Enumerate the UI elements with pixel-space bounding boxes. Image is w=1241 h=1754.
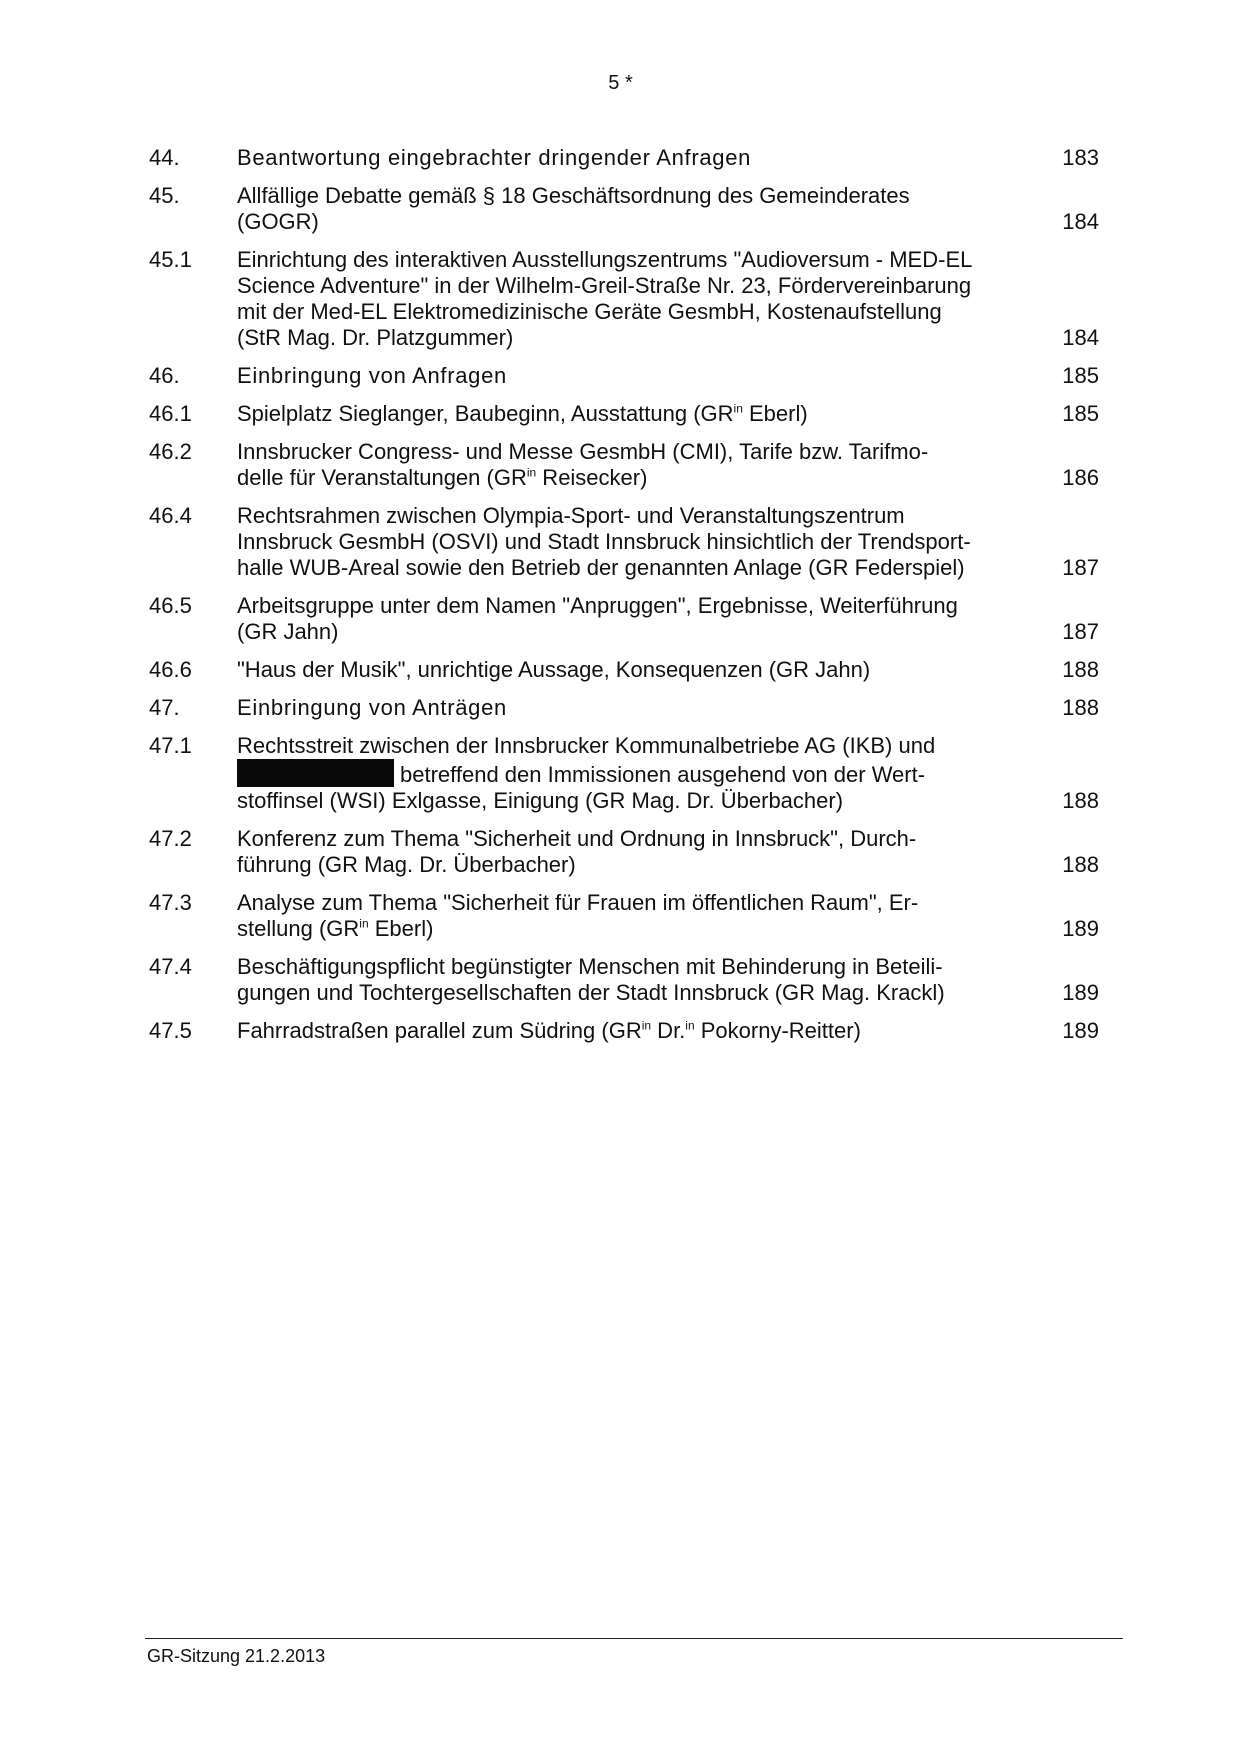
toc-entry bbox=[149, 247, 1099, 351]
toc-title-part: Rechtsstreit zwischen der Innsbrucker Kommunalbetriebe AG (IKB) und bbox=[237, 733, 936, 758]
toc-entry-title: Konferenz zum Thema "Sicherheit und Ordnung in Innsbruck", Durch- führung (GR Mag. Dr. Überbacher) bbox=[237, 826, 917, 877]
toc-entry-title bbox=[237, 733, 1007, 814]
toc-entry-number: 47.1 bbox=[149, 733, 192, 758]
toc-entry-number: 44. bbox=[149, 145, 180, 170]
toc-title-part: Pokorny-Reitter) bbox=[694, 1018, 861, 1043]
toc-title-part: Dr. bbox=[651, 1018, 686, 1043]
toc-entry bbox=[149, 503, 1099, 581]
toc-entry-number: 46.5 bbox=[149, 593, 192, 618]
toc-title-part: Reisecker) bbox=[536, 465, 648, 490]
toc-entry-page: 185 bbox=[1062, 363, 1099, 388]
toc-entry-number: 46.4 bbox=[149, 503, 192, 528]
toc-entry-number: 46. bbox=[149, 363, 180, 388]
toc-entry-title: "Haus der Musik", unrichtige Aussage, Konsequenzen (GR Jahn) bbox=[237, 657, 871, 682]
toc-title-part: Innsbrucker Congress- und Messe GesmbH (CMI), Tarife bzw. Tarifmo- delle für Veranstaltungen (GR bbox=[237, 439, 929, 490]
toc-entry bbox=[149, 183, 1099, 235]
redaction-block bbox=[237, 759, 394, 787]
toc-entry-title bbox=[237, 890, 1007, 942]
toc-entry-page: 189 bbox=[1062, 1018, 1099, 1043]
toc-entry bbox=[149, 145, 1099, 171]
toc-entry bbox=[149, 439, 1099, 491]
toc-entry bbox=[149, 954, 1099, 1006]
toc-entry-page: 189 bbox=[1062, 980, 1099, 1005]
toc-title-part: Eberl) bbox=[368, 916, 434, 941]
toc-entry bbox=[149, 695, 1099, 721]
toc-entry-page: 184 bbox=[1062, 325, 1099, 350]
superscript: in bbox=[526, 465, 537, 480]
toc-entry bbox=[149, 733, 1099, 814]
toc-entry-page: 183 bbox=[1062, 145, 1099, 170]
toc-entry-page: 184 bbox=[1062, 209, 1099, 234]
toc-entry-title bbox=[237, 1018, 1007, 1044]
toc-entry bbox=[149, 826, 1099, 878]
toc-entry-number: 47.2 bbox=[149, 826, 192, 851]
toc-entry bbox=[149, 593, 1099, 645]
superscript: in bbox=[641, 1018, 652, 1033]
toc-entry-number: 47.5 bbox=[149, 1018, 192, 1043]
toc-entry-title: Arbeitsgruppe unter dem Namen "Anpruggen", Ergebnisse, Weiterführung (GR Jahn) bbox=[237, 593, 958, 644]
toc-entry-number: 47.4 bbox=[149, 954, 192, 979]
table-of-contents bbox=[149, 145, 1099, 1056]
toc-entry-number: 47. bbox=[149, 695, 180, 720]
toc-entry-title: Beschäftigungspflicht begünstigter Menschen mit Behinderung in Beteili- gungen und Tochtergesellschaften der Stadt Innsbruck (GR Mag. Krackl) bbox=[237, 954, 945, 1005]
toc-entry-number: 45.1 bbox=[149, 247, 192, 272]
toc-entry bbox=[149, 401, 1099, 427]
toc-entry-number: 46.2 bbox=[149, 439, 192, 464]
toc-title-part: Eberl) bbox=[742, 401, 808, 426]
toc-entry-title: Beantwortung eingebrachter dringender Anfragen bbox=[237, 145, 752, 170]
toc-entry-page: 188 bbox=[1062, 695, 1099, 720]
toc-entry-number: 45. bbox=[149, 183, 180, 208]
toc-title-part: Fahrradstraßen parallel zum Südring (GR bbox=[237, 1018, 642, 1043]
superscript: in bbox=[685, 1018, 695, 1033]
toc-entry-page: 188 bbox=[1062, 788, 1099, 813]
toc-entry-page: 189 bbox=[1062, 916, 1099, 941]
toc-entry-page: 188 bbox=[1062, 657, 1099, 682]
toc-entry-page: 187 bbox=[1062, 619, 1099, 644]
footer-divider bbox=[145, 1638, 1123, 1639]
toc-entry-number: 47.3 bbox=[149, 890, 192, 915]
toc-entry bbox=[149, 890, 1099, 942]
toc-entry-title bbox=[237, 401, 1007, 427]
toc-entry-page: 188 bbox=[1062, 852, 1099, 877]
toc-entry-title: Einrichtung des interaktiven Ausstellungszentrums "Audioversum - MED-EL Science Adventure" in der Wilhelm-Greil-Straße Nr. 23, Fördervereinbarung mit der Med-EL Elektromedizinische Geräte GesmbH, Kostenaufstellung (StR Mag. Dr. Platzgummer) bbox=[237, 247, 973, 350]
toc-entry-title bbox=[237, 439, 1007, 491]
toc-entry bbox=[149, 657, 1099, 683]
toc-entry-number: 46.6 bbox=[149, 657, 192, 682]
toc-entry bbox=[149, 363, 1099, 389]
toc-entry-page: 186 bbox=[1062, 465, 1099, 490]
toc-title-part: Analyse zum Thema "Sicherheit für Frauen im öffentlichen Raum", Er- stellung (GR bbox=[237, 890, 919, 941]
superscript: in bbox=[733, 401, 743, 416]
toc-entry-title: Allfällige Debatte gemäß § 18 Geschäftsordnung des Gemeinderates (GOGR) bbox=[237, 183, 910, 234]
toc-title-part: betreffend den Immissionen ausgehend von der Wert- stoffinsel (WSI) Exlgasse, Einigung (GR Mag. Dr. Überbacher) bbox=[237, 762, 926, 813]
toc-entry-title: Rechtsrahmen zwischen Olympia-Sport- und Veranstaltungszentrum Innsbruck GesmbH (OSVI) und Stadt Innsbruck hinsichtlich der Trendsport- halle WUB-Areal sowie den Betrieb der genannten Anlage (GR Federspiel) bbox=[237, 503, 971, 580]
toc-entry-title: Einbringung von Anträgen bbox=[237, 695, 507, 720]
toc-entry-number: 46.1 bbox=[149, 401, 192, 426]
toc-entry-title: Einbringung von Anfragen bbox=[237, 363, 507, 388]
footer-text: GR-Sitzung 21.2.2013 bbox=[147, 1646, 326, 1666]
toc-entry-page: 185 bbox=[1062, 401, 1099, 426]
superscript: in bbox=[359, 916, 369, 931]
toc-entry bbox=[149, 1018, 1099, 1044]
toc-title-part: Spielplatz Sieglanger, Baubeginn, Ausstattung (GR bbox=[237, 401, 734, 426]
toc-entry-page: 187 bbox=[1062, 555, 1099, 580]
page-number: 5 * bbox=[608, 72, 633, 94]
